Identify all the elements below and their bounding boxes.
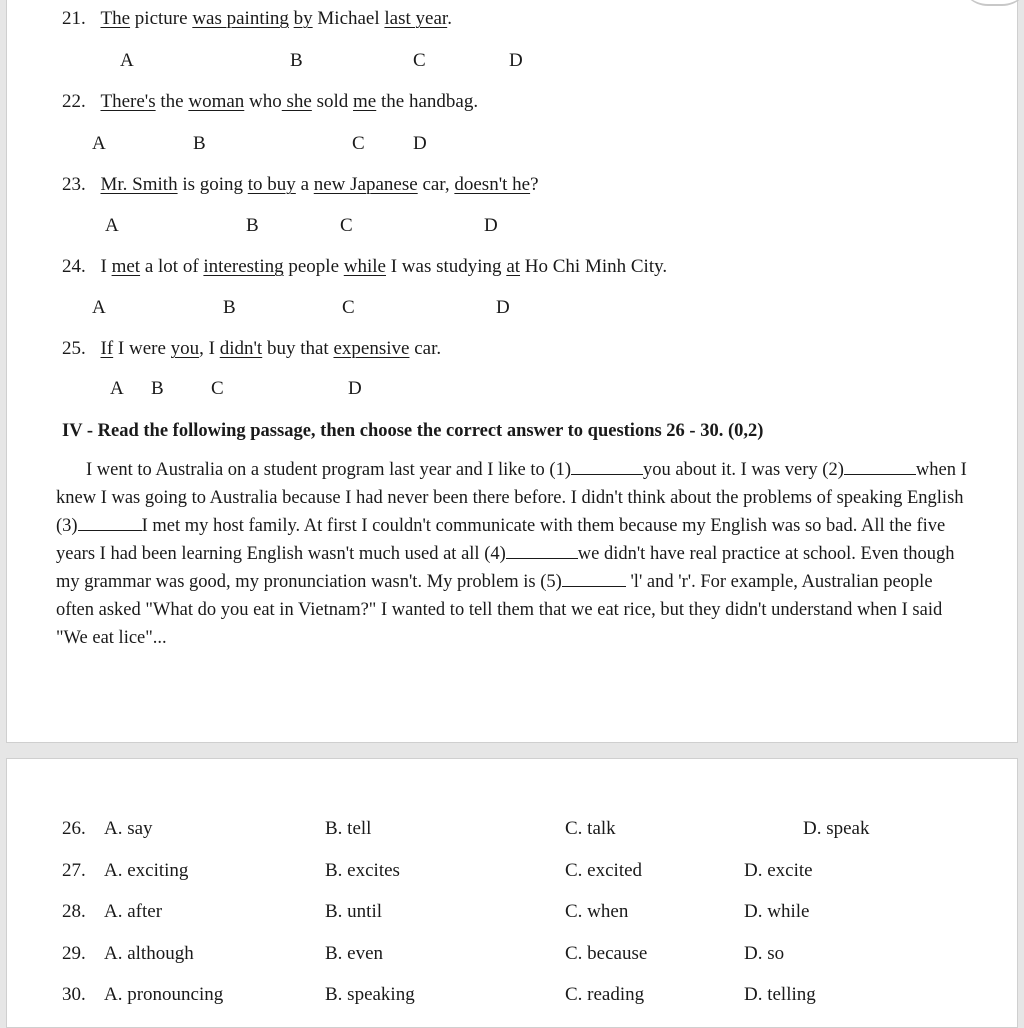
option-c[interactable]: C. reading [565,984,645,1005]
blank-1[interactable] [571,458,643,475]
option-letter: A [105,215,119,236]
option-d[interactable]: D. telling [744,984,816,1005]
option-a[interactable]: A. exciting [104,860,189,881]
question-number: 29. [62,943,86,964]
option-letter: D [484,215,498,236]
question-number: 24. [62,256,86,277]
option-letter: B [223,297,236,318]
option-b[interactable]: B. speaking [325,984,415,1005]
option-letter: D [348,378,362,399]
option-letter: A [120,50,134,71]
option-a[interactable]: A. say [104,818,153,839]
option-a[interactable]: A. after [104,901,163,922]
option-d[interactable]: D. so [744,943,785,964]
option-letter: D [496,297,510,318]
option-a[interactable]: A. although [104,943,194,964]
option-c[interactable]: C. because [565,943,648,964]
option-c[interactable]: C. excited [565,860,643,881]
option-letter: D [509,50,523,71]
option-letter: B [151,378,164,399]
question-23: 23. Mr. Smith is going to buy a new Japanese car, doesn't he? [62,174,539,195]
option-letter: A [92,297,106,318]
option-b[interactable]: B. tell [325,818,372,839]
question-22: 22. There's the woman who she sold me the handbag. [62,91,479,112]
option-letter: C [352,133,365,154]
question-25: 25. If I were you, I didn't buy that expensive car. [62,338,442,359]
option-letter: C [413,50,426,71]
option-d[interactable]: D. excite [744,860,813,881]
section-heading: IV - Read the following passage, then choose the correct answer to questions 26 - 30. (0,2) [62,421,764,441]
question-number: 25. [62,338,86,359]
question-number: 21. [62,8,86,29]
option-letter: B [193,133,206,154]
option-letter: D [413,133,427,154]
question-number: 28. [62,901,86,922]
option-c[interactable]: C. talk [565,818,616,839]
blank-4[interactable] [506,542,578,559]
option-letter: B [290,50,303,71]
option-letter: A [110,378,124,399]
option-d[interactable]: D. speak [803,818,870,839]
option-c[interactable]: C. when [565,901,629,922]
question-number: 23. [62,174,86,195]
blank-5[interactable] [562,570,626,587]
option-letter: B [246,215,259,236]
question-number: 26. [62,818,86,839]
question-number: 27. [62,860,86,881]
blank-3[interactable] [78,514,142,531]
option-b[interactable]: B. until [325,901,383,922]
option-letter: C [342,297,355,318]
option-b[interactable]: B. excites [325,860,400,881]
question-21: 21. The picture was painting by Michael last year. [62,8,452,29]
option-letter: A [92,133,106,154]
option-a[interactable]: A. pronouncing [104,984,224,1005]
option-d[interactable]: D. while [744,901,810,922]
blank-2[interactable] [844,458,916,475]
question-24: 24. I met a lot of interesting people while I was studying at Ho Chi Minh City. [62,256,668,277]
question-number: 30. [62,984,86,1005]
reading-passage: I went to Australia on a student program last year and I like to (1) you about it. I was very (2) when I knew I was going to Australia because I had never been there before. I didn't think about the problems of speaking English (3) I met my host family. At first I couldn't communicate with them because my English was so bad. All the five years I had been learning English wasn't much used at all (4) we didn't have real practice at school. Even though my grammar was good, my pronunciation wasn't. My problem is (5) 'l' and 'r'. For example, Australian people often asked "What do you eat in Vietnam?" I wanted to tell them that we eat rice, but they didn't understand when I said "We eat lice"... [56,460,967,648]
option-letter: C [340,215,353,236]
option-letter: C [211,378,224,399]
option-b[interactable]: B. even [325,943,384,964]
question-number: 22. [62,91,86,112]
